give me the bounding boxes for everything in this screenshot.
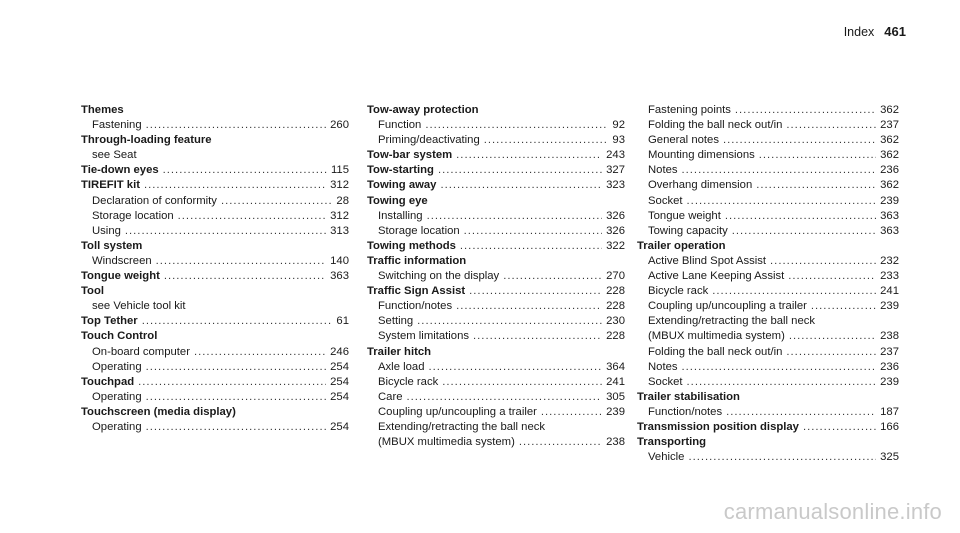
page-reference[interactable]: 363	[330, 270, 349, 283]
index-subentry[interactable]	[367, 314, 625, 329]
page-reference[interactable]: 243	[606, 149, 625, 162]
dot-leader	[688, 450, 876, 465]
page-reference[interactable]: 254	[330, 420, 349, 433]
dot-leader	[146, 360, 327, 375]
index-subentry[interactable]	[367, 375, 625, 390]
page-reference[interactable]: 260	[330, 119, 349, 132]
index-subentry[interactable]	[637, 118, 899, 133]
page-reference[interactable]: 270	[606, 270, 625, 283]
page-reference[interactable]: 254	[330, 360, 349, 373]
page-reference[interactable]: 236	[880, 360, 899, 373]
page-reference[interactable]: 239	[606, 405, 625, 418]
dot-leader	[726, 405, 876, 420]
index-subentry[interactable]	[367, 405, 625, 420]
index-subentry[interactable]	[637, 178, 899, 193]
dot-leader	[682, 360, 877, 375]
page-reference[interactable]: 28	[336, 194, 349, 207]
dot-leader	[803, 420, 876, 435]
index-heading	[637, 239, 899, 254]
index-heading	[81, 405, 349, 420]
index-label: Using	[92, 224, 121, 237]
index-subentry[interactable]	[637, 284, 899, 299]
page-reference[interactable]: 246	[330, 345, 349, 358]
index-subentry[interactable]	[81, 209, 349, 224]
page-reference[interactable]: 363	[880, 209, 899, 222]
index-label: Top Tether	[81, 315, 138, 328]
index-label: Declaration of conformity	[92, 194, 217, 207]
index-label: Themes	[81, 104, 124, 116]
index-label: Traffic information	[367, 254, 467, 267]
index-subentry[interactable]	[81, 420, 349, 435]
index-label: Function/notes	[648, 405, 723, 418]
index-subentry[interactable]	[637, 224, 899, 239]
page-reference[interactable]: 312	[330, 209, 349, 222]
page-reference[interactable]: 241	[880, 285, 899, 298]
dot-leader	[142, 314, 333, 329]
index-label: System limitations	[378, 330, 470, 343]
index-label: Axle load	[378, 360, 425, 373]
dot-leader	[788, 269, 876, 284]
dot-leader	[759, 148, 876, 163]
index-subentry	[367, 420, 625, 435]
dot-leader	[735, 103, 876, 118]
index-heading	[367, 103, 625, 118]
dot-leader	[163, 163, 327, 178]
dot-leader	[786, 118, 876, 133]
index-subentry[interactable]	[81, 345, 349, 360]
index-label: Operating	[92, 390, 142, 403]
index-label: see Seat	[92, 149, 137, 162]
dot-leader	[725, 209, 876, 224]
index-label: Touchpad	[81, 375, 135, 388]
index-label: Socket	[648, 375, 683, 388]
index-subentry[interactable]	[367, 133, 625, 148]
dot-leader	[503, 269, 602, 284]
index-label: Storage location	[92, 209, 174, 222]
dot-leader	[427, 209, 603, 224]
index-heading	[81, 133, 349, 148]
index-label: (MBUX multimedia system)	[648, 330, 785, 343]
index-label: see Vehicle tool kit	[92, 300, 186, 313]
index-subentry[interactable]	[637, 254, 899, 269]
index-heading	[81, 239, 349, 254]
index-label: Tongue weight	[81, 270, 160, 283]
index-label: Trailer operation	[637, 239, 726, 252]
index-label: Traffic Sign Assist	[367, 285, 466, 298]
index-label: Overhang dimension	[648, 179, 753, 192]
index-label: Tow-bar system	[367, 149, 453, 162]
page-reference[interactable]: 239	[880, 300, 899, 313]
dot-leader	[146, 390, 327, 405]
index-subentry[interactable]	[637, 329, 899, 344]
index-heading	[367, 254, 625, 269]
page-reference[interactable]: 322	[606, 239, 625, 252]
index-label: Transporting	[637, 436, 707, 449]
index-label: Function	[378, 119, 422, 132]
page-reference[interactable]: 364	[606, 360, 625, 373]
dot-leader	[456, 299, 602, 314]
index-column-3	[637, 103, 899, 465]
index-heading[interactable]	[367, 284, 625, 299]
dot-leader	[682, 163, 877, 178]
page-reference[interactable]: 230	[606, 315, 625, 328]
index-label: Bicycle rack	[648, 285, 709, 298]
index-label: Trailer hitch	[367, 345, 432, 358]
page-reference[interactable]: 305	[606, 390, 625, 403]
page-reference[interactable]: 325	[880, 451, 899, 464]
index-subentry[interactable]	[637, 194, 899, 209]
dot-leader	[146, 118, 327, 133]
index-label: Care	[378, 390, 403, 403]
page-reference[interactable]: 241	[606, 375, 625, 388]
index-heading[interactable]	[367, 178, 625, 193]
index-label: Towing eye	[367, 194, 428, 207]
index-subentry	[637, 314, 899, 329]
index-heading	[367, 194, 625, 209]
index-subentry[interactable]	[637, 209, 899, 224]
index-label: On-board computer	[92, 345, 190, 358]
index-label: Function/notes	[378, 300, 453, 313]
dot-leader	[464, 224, 602, 239]
index-subentry[interactable]	[81, 254, 349, 269]
dot-leader	[712, 284, 876, 299]
dot-leader	[786, 345, 876, 360]
page-reference[interactable]: 166	[880, 420, 899, 433]
index-subentry[interactable]	[367, 435, 625, 450]
dot-leader	[484, 133, 609, 148]
index-label: Extending/retracting the ball neck	[648, 315, 816, 328]
index-label: General notes	[648, 134, 719, 147]
index-label: Notes	[648, 164, 678, 177]
dot-leader	[456, 148, 602, 163]
index-label: Touchscreen (media display)	[81, 405, 236, 418]
index-subentry[interactable]	[637, 148, 899, 163]
page-reference[interactable]: 326	[606, 209, 625, 222]
index-subentry[interactable]	[367, 224, 625, 239]
dot-leader	[460, 239, 602, 254]
index-label: Tow-starting	[367, 164, 434, 177]
dot-leader	[221, 194, 332, 209]
page-reference[interactable]: 312	[330, 179, 349, 192]
dot-leader	[425, 118, 608, 133]
index-column-2	[367, 103, 625, 450]
index-label: Touch Control	[81, 330, 158, 343]
page-reference[interactable]: 326	[606, 224, 625, 237]
page-reference[interactable]: 236	[880, 164, 899, 177]
index-subentry[interactable]	[637, 360, 899, 375]
page-reference[interactable]: 233	[880, 270, 899, 283]
dot-leader	[164, 269, 326, 284]
page-reference[interactable]: 323	[606, 179, 625, 192]
index-subentry[interactable]	[81, 194, 349, 209]
dot-leader	[144, 178, 326, 193]
page-reference[interactable]: 239	[880, 375, 899, 388]
index-label: Folding the ball neck out/in	[648, 119, 783, 132]
index-label: Bicycle rack	[378, 375, 439, 388]
page-header	[844, 24, 906, 39]
dot-leader	[687, 375, 877, 390]
dot-leader	[438, 163, 602, 178]
index-label: Extending/retracting the ball neck	[378, 420, 546, 433]
dot-leader	[723, 133, 876, 148]
dot-leader	[138, 375, 326, 390]
index-heading[interactable]	[81, 269, 349, 284]
index-subentry[interactable]	[637, 405, 899, 420]
index-subentry[interactable]	[637, 133, 899, 148]
index-label: Tow-away protection	[367, 104, 479, 116]
index-label: Tool	[81, 285, 105, 298]
index-heading[interactable]	[367, 148, 625, 163]
index-subentry[interactable]	[637, 269, 899, 284]
index-heading[interactable]	[637, 420, 899, 435]
page-reference[interactable]: 254	[330, 390, 349, 403]
index-subentry[interactable]	[367, 209, 625, 224]
dot-leader	[541, 405, 602, 420]
index-label: Toll system	[81, 239, 143, 252]
dot-leader	[125, 224, 326, 239]
index-heading[interactable]	[367, 239, 625, 254]
page-reference[interactable]: 362	[880, 104, 899, 116]
index-label: Tie-down eyes	[81, 164, 159, 177]
index-subentry[interactable]	[637, 103, 899, 118]
index-subentry[interactable]	[637, 375, 899, 390]
dot-leader	[440, 178, 602, 193]
dot-leader	[156, 254, 326, 269]
index-subentry[interactable]	[367, 269, 625, 284]
dot-leader	[756, 178, 876, 193]
index-heading	[637, 390, 899, 405]
index-subentry[interactable]	[367, 360, 625, 375]
index-label: Switching on the display	[378, 270, 500, 283]
dot-leader	[407, 390, 603, 405]
index-label: Through-loading feature	[81, 134, 212, 147]
page-reference[interactable]: 327	[606, 164, 625, 177]
index-heading[interactable]	[81, 375, 349, 390]
index-label: Vehicle	[648, 451, 685, 464]
index-subentry[interactable]	[81, 390, 349, 405]
index-subentry[interactable]	[367, 299, 625, 314]
dot-leader	[469, 284, 602, 299]
index-heading[interactable]	[367, 163, 625, 178]
index-label: Mounting dimensions	[648, 149, 755, 162]
index-label: Notes	[648, 360, 678, 373]
dot-leader	[687, 194, 877, 209]
page-reference[interactable]: 228	[606, 330, 625, 343]
dot-leader	[428, 360, 602, 375]
page-reference[interactable]: 93	[612, 134, 625, 147]
page-reference[interactable]: 362	[880, 149, 899, 162]
page-reference[interactable]: 238	[606, 436, 625, 449]
index-label: Active Blind Spot Assist	[648, 254, 767, 267]
index-subentry[interactable]	[637, 299, 899, 314]
page-reference[interactable]: 313	[330, 224, 349, 237]
page-number: 461	[884, 24, 906, 39]
index-subentry[interactable]	[81, 118, 349, 133]
index-subentry[interactable]	[637, 163, 899, 178]
page-reference[interactable]: 61	[336, 315, 349, 328]
page-reference[interactable]: 237	[880, 345, 899, 358]
dot-leader	[789, 329, 876, 344]
dot-leader	[146, 420, 327, 435]
index-label: Storage location	[378, 224, 460, 237]
page-reference[interactable]: 228	[606, 300, 625, 313]
index-label: Fastening	[92, 119, 142, 132]
index-label: Towing away	[367, 179, 437, 192]
dot-leader	[770, 254, 876, 269]
index-label: TIREFIT kit	[81, 179, 140, 192]
index-label: Windscreen	[92, 254, 152, 267]
index-subentry[interactable]	[637, 450, 899, 465]
index-subentry[interactable]	[367, 390, 625, 405]
index-label: Priming/deactivating	[378, 134, 480, 147]
page-reference[interactable]: 239	[880, 194, 899, 207]
index-heading	[81, 329, 349, 344]
page-reference[interactable]: 254	[330, 375, 349, 388]
index-label: Installing	[378, 209, 423, 222]
index-label: Tongue weight	[648, 209, 721, 222]
page-reference[interactable]: 232	[880, 254, 899, 267]
index-heading	[637, 435, 899, 450]
index-label: Operating	[92, 420, 142, 433]
page-reference[interactable]: 362	[880, 134, 899, 147]
index-label: Setting	[378, 315, 414, 328]
index-subentry	[81, 299, 349, 314]
watermark: carmanualsonline.info	[723, 499, 942, 524]
index-column-1	[81, 103, 349, 435]
index-heading	[367, 345, 625, 360]
index-subentry[interactable]	[81, 224, 349, 239]
dot-leader	[178, 209, 326, 224]
index-label: Transmission position display	[637, 420, 799, 433]
index-label: (MBUX multimedia system)	[378, 436, 515, 449]
index-subentry[interactable]	[81, 360, 349, 375]
index-label: Fastening points	[648, 104, 731, 116]
index-heading[interactable]	[81, 178, 349, 193]
index-heading	[81, 284, 349, 299]
page-reference[interactable]: 362	[880, 179, 899, 192]
index-label: Trailer stabilisation	[637, 390, 740, 403]
page-reference[interactable]: 140	[330, 254, 349, 267]
page-reference[interactable]: 228	[606, 285, 625, 298]
index-heading[interactable]	[81, 314, 349, 329]
page-reference[interactable]: 115	[330, 164, 349, 177]
index-label: Socket	[648, 194, 683, 207]
index-heading[interactable]	[81, 163, 349, 178]
index-subentry[interactable]	[637, 345, 899, 360]
dot-leader	[194, 345, 326, 360]
page-reference[interactable]: 187	[880, 405, 899, 418]
index-label: Coupling up/uncoupling a trailer	[648, 300, 807, 313]
index-label: Towing capacity	[648, 224, 728, 237]
page-reference[interactable]: 363	[880, 224, 899, 237]
page-header-label: Index	[843, 25, 875, 39]
index-label: Coupling up/uncoupling a trailer	[378, 405, 537, 418]
index-label: Operating	[92, 360, 142, 373]
dot-leader	[519, 435, 602, 450]
index-subentry[interactable]	[367, 118, 625, 133]
dot-leader	[473, 329, 602, 344]
index-subentry[interactable]	[367, 329, 625, 344]
page-reference[interactable]: 92	[612, 119, 625, 132]
index-label: Towing methods	[367, 239, 456, 252]
dot-leader	[417, 314, 602, 329]
index-heading	[81, 103, 349, 118]
index-label: Active Lane Keeping Assist	[648, 270, 785, 283]
dot-leader	[442, 375, 602, 390]
page-reference[interactable]: 238	[880, 330, 899, 343]
dot-leader	[811, 299, 876, 314]
index-subentry	[81, 148, 349, 163]
dot-leader	[732, 224, 876, 239]
index-label: Folding the ball neck out/in	[648, 345, 783, 358]
page-reference[interactable]: 237	[880, 119, 899, 132]
